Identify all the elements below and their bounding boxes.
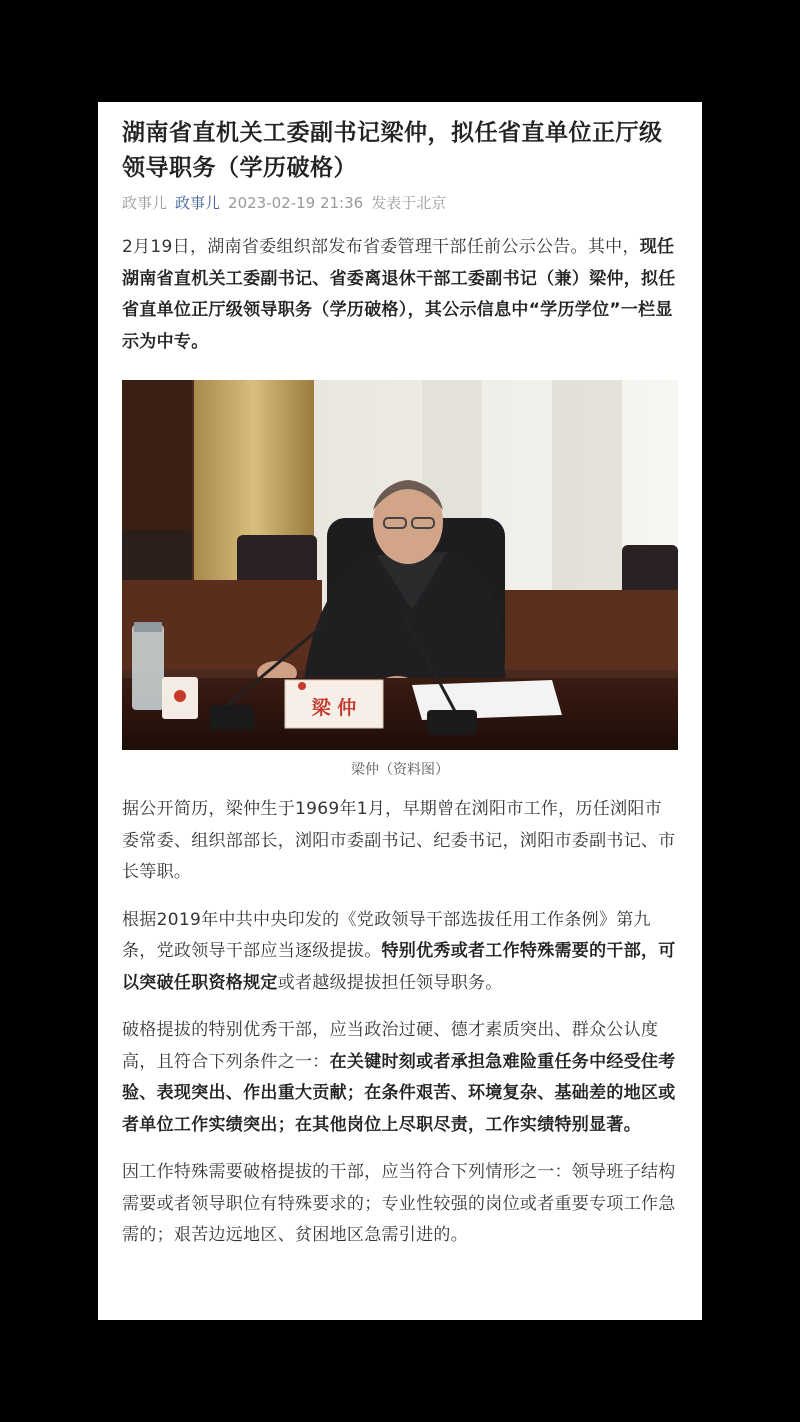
article-title: 湖南省直机关工委副书记梁仲，拟任省直单位正厅级领导职务（学历破格） [122, 120, 663, 181]
paragraph-3-text-a: 根据2019年中共中央印发的《党政领导干部选拔任用工作条例》第九条，党政领导干部应当逐级提拔。 [122, 909, 651, 961]
paragraph-4 [122, 1015, 678, 1141]
source-label: 政事儿 [122, 194, 168, 212]
article-photo[interactable] [122, 380, 678, 750]
paragraph-3-bold: 特别优秀或者工作特殊需要的干部，可以突破任职资格规定 [122, 941, 676, 993]
paragraph-4-bold: 在关键时刻或者承担急难险重任务中经受住考验、表现突出、作出重大贡献；在条件艰苦、环境复杂、基础差的地区或者单位工作实绩突出；在其他岗位上尽职尽责，工作实绩特别显著。 [122, 1051, 676, 1135]
paragraph-1-text: 2月19日，湖南省委组织部发布省委管理干部任前公示公告。其中， [122, 237, 640, 257]
paragraph-1-bold: 现任湖南省直机关工委副书记、省委离退休干部工委副书记（兼）梁仲，拟任省直单位正厅级领导职务（学历破格），其公示信息中“学历学位”一栏显示为中专。 [122, 237, 676, 352]
paragraph-3-text-c: 或者越级提拔担任领导职务。 [277, 972, 503, 993]
article-meta [122, 192, 678, 214]
photo-caption: 梁仲（资料图） [351, 762, 449, 778]
nameplate-text: 梁 仲 [311, 697, 357, 719]
publish-location: 发表于北京 [371, 194, 447, 212]
publish-time: 2023-02-19 21:36 [228, 194, 364, 212]
paragraph-3 [122, 905, 678, 1000]
photo-illustration [122, 380, 678, 750]
paragraph-4-text: 破格提拔的特别优秀干部，应当政治过硬、德才素质突出、群众公认度高，且符合下列条件之一： [122, 1020, 659, 1072]
article-card [98, 102, 702, 1320]
paragraph-2: 据公开简历，梁仲生于1969年1月，早期曾在浏阳市工作，历任浏阳市委常委、组织部部长，浏阳市委副书记、纪委书记，浏阳市委副书记、市长等职。 [122, 799, 676, 882]
paragraph-5: 因工作特殊需要破格提拔的干部，应当符合下列情形之一：领导班子结构需要或者领导职位有特殊要求的；专业性较强的岗位或者重要专项工作急需的；艰苦边远地区、贫困地区急需引进的。 [122, 1162, 676, 1245]
account-link[interactable]: 政事儿 [175, 194, 221, 212]
paragraph-1 [122, 232, 678, 358]
